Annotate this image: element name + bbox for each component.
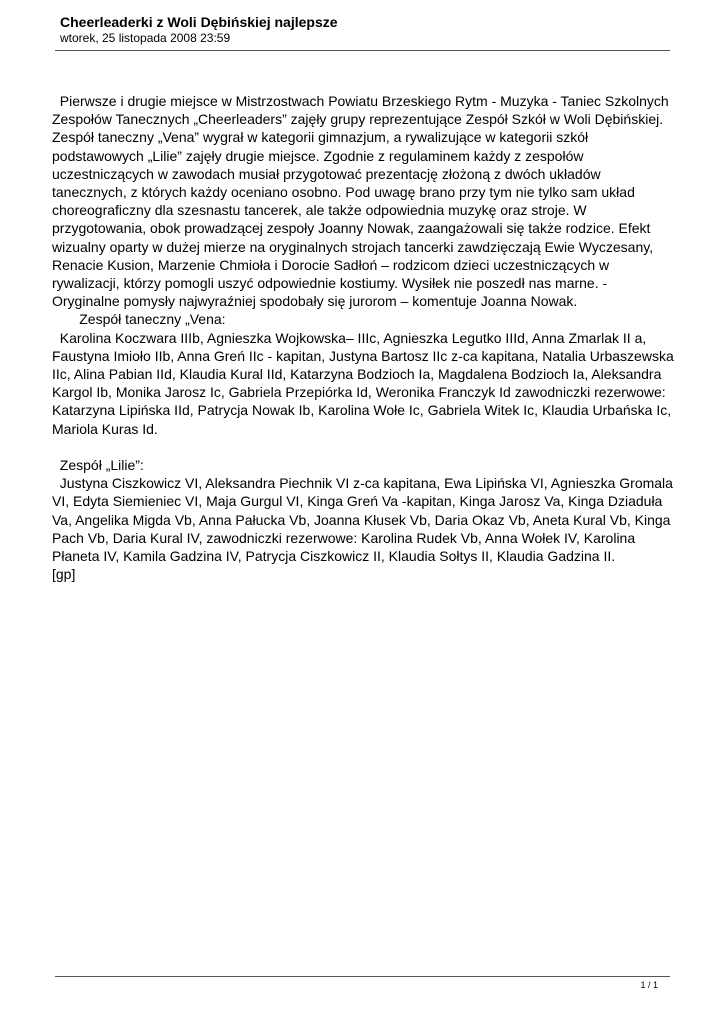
lilie-heading: Zespół „Lilie”: <box>52 457 144 474</box>
article-body <box>52 92 678 583</box>
header-divider <box>55 50 670 51</box>
vena-members: Karolina Koczwara IIIb, Agnieszka Wojkowska– IIIc, Agnieszka Legutko IIId, Anna Zmarlak II a, Faustyna Imioło IIb, Anna Greń IIc - kapitan, Justyna Bartosz IIc z-ca kapitana, Natalia Urbaszewska IIc, Alina Pabian IId, Klaudia Kural IId, Katarzyna Bodzioch Ia, Magdalena Bodzioch Ia, Aleksandra Kargol Ib, Monika Jarosz Ic, Gabriela Przepiórka Id, Weronika Franczyk Id zawodniczki rezerwowe: Katarzyna Lipińska IId, Patrycja Nowak Ib, Karolina Wołe Ic, Gabriela Witek Ic, Klaudia Urbańska Ic, Mariola Kuras Id. <box>52 329 678 437</box>
paragraph-spacer <box>52 438 674 456</box>
intro-paragraph: Pierwsze i drugie miejsce w Mistrzostwach Powiatu Brzeskiego Rytm - Muzyka - Taniec Szkolnych Zespołów Tanecznych „Cheerleaders” zajęły grupy reprezentujące Zespół Szkół w Woli Dębińskiej. Zespół taneczny „Vena” wygrał w kategorii gimnazjum, a rywalizujące w kategorii szkół podstawowych „Lilie” zajęły drugie miejsce. Zgodnie z regulaminem każdy z zespołów uczestniczących w zawodach musiał przygotować prezentację złożoną z dwóch układów tanecznych, z których każdy oceniano osobno. Pod uwagę brano przy tym nie tylko sam układ choreograficzny dla szesnastu tancerek, ale także odpowiednia muzykę oraz stroje. W przygotowania, obok prowadzącej zespoły Joanny Nowak, zaangażowali się także rodzice. Efekt wizualny oparty w dużej mierze na oryginalnych strojach tancerki zawdzięczają Ewie Wyczesany, Renacie Kusion, Marzenie Chmioła i Dorocie Sadłoń – rodzicom dzieci uczestniczących w rywalizacji, którzy pomogli uszyć odpowiednie kostiumy. Wysiłek nie poszedł nas marne. - Oryginalne pomysły najwyraźniej spodobały się jurorom – komentuje Joanna Nowak. <box>52 93 673 310</box>
footer-divider <box>55 976 670 977</box>
lilie-members: Justyna Ciszkowicz VI, Aleksandra Piechnik VI z-ca kapitana, Ewa Lipińska VI, Agnieszka Gromala VI, Edyta Siemieniec VI, Maja Gurgul VI, Kinga Greń Va -kapitan, Kinga Jarosz Va, Kinga Dziaduła Va, Angelika Migda Vb, Anna Pałucka Vb, Joanna Kłusek Vb, Daria Okaz Vb, Aneta Kural Vb, Kinga Pach Vb, Daria Kural IV, zawodniczki rezerwowe: Karolina Rudek Vb, Anna Wołek IV, Karolina Płaneta IV, Kamila Gadzina IV, Patrycja Ciszkowicz II, Klaudia Sołtys II, Klaudia Gadzina II. [gp] <box>52 475 677 583</box>
article-date: wtorek, 25 listopada 2008 23:59 <box>60 31 231 45</box>
document-header <box>60 14 670 46</box>
article-title: Cheerleaderki z Woli Dębińskiej najlepsze <box>60 14 338 30</box>
vena-heading: Zespół taneczny „Vena: <box>52 311 226 328</box>
page-number: 1 / 1 <box>640 980 658 990</box>
